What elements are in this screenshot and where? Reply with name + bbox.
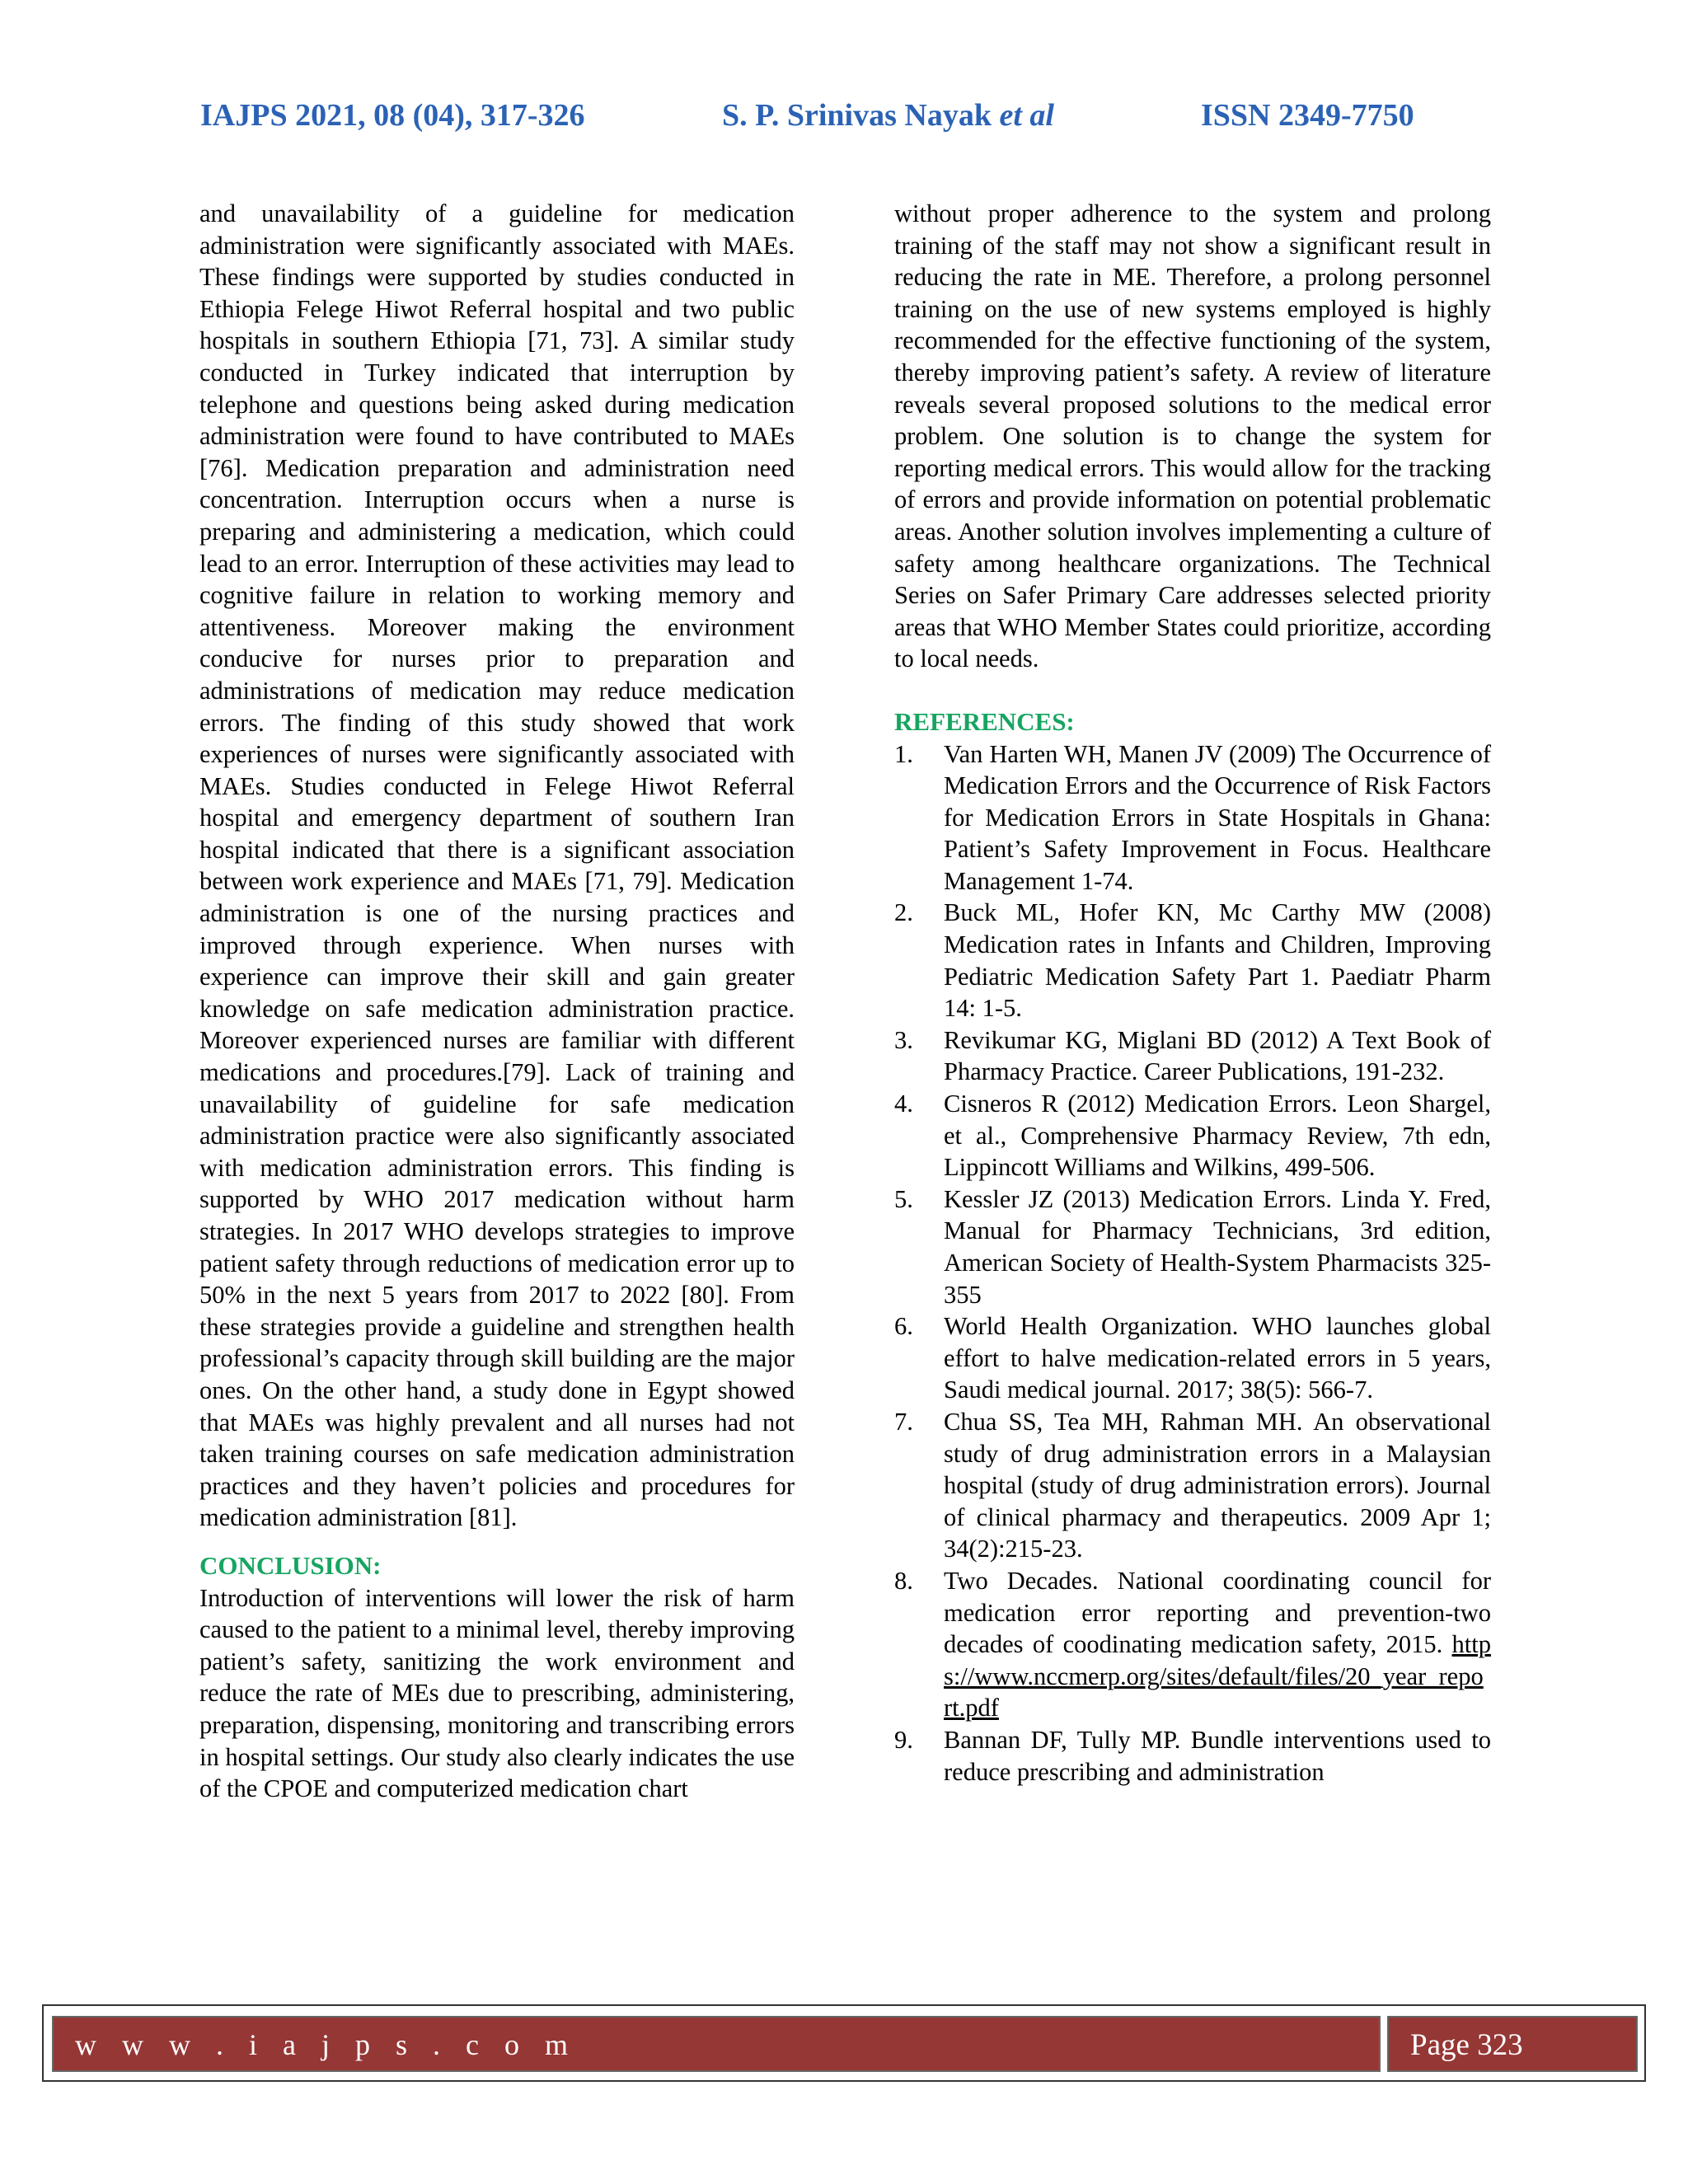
reference-number: 8.	[894, 1566, 913, 1595]
reference-text: Buck ML, Hofer KN, Mc Carthy MW (2008) Medication rates in Infants and Children, Improving Pediatric Medication Safety Part 1. Paediatr Pharm 14: 1-5.	[944, 898, 1491, 1023]
author-name: S. P. Srinivas Nayak	[722, 98, 992, 133]
reference-item	[894, 1406, 1491, 1565]
reference-list	[894, 738, 1491, 1788]
reference-text: Cisneros R (2012) Medication Errors. Leon Shargel, et al., Comprehensive Pharmacy Review, 7th edn, Lippincott Williams and Wilkins, 499-506.	[944, 1090, 1491, 1182]
reference-number: 6.	[894, 1312, 913, 1341]
reference-item	[894, 1088, 1491, 1183]
issn: ISSN 2349-7750	[1201, 98, 1414, 133]
references-heading: REFERENCES:	[894, 706, 1075, 736]
conclusion-paragraph: Introduction of interventions will lower the risk of harm caused to the patient to a minimal level, thereby improving patient’s safety, sanitizing the work environment and reduce the rate of MEs due to prescribing, administering, preparation, dispensing, monitoring and transcribing errors in hospital settings. Our study also clearly indicates the use of the CPOE and computerized medication chart	[199, 1583, 795, 1803]
reference-item	[894, 1024, 1491, 1088]
conclusion-heading: CONCLUSION:	[199, 1550, 382, 1580]
footer-website[interactable]: w w w . i a j p s . c o m	[75, 2028, 577, 2061]
reference-number: 3.	[894, 1025, 913, 1054]
footer-website-bar	[52, 2016, 1381, 2072]
author-line	[722, 97, 1054, 134]
reference-item	[894, 1183, 1491, 1310]
page-number: Page 323	[1410, 2028, 1523, 2062]
journal-citation: IAJPS 2021, 08 (04), 317-326	[200, 98, 585, 133]
reference-number: 9.	[894, 1725, 913, 1754]
right-column	[894, 198, 1491, 1788]
reference-number: 5.	[894, 1184, 913, 1213]
reference-text: Two Decades. National coordinating council for medication error reporting and prevention-two decades of coodinating medication safety, 2015.	[944, 1566, 1491, 1659]
reference-item	[894, 1310, 1491, 1406]
reference-text: Chua SS, Tea MH, Rahman MH. An observational study of drug administration errors in a Malaysian hospital (study of drug administration errors). Journal of clinical pharmacy and therapeutics. 2009 Apr 1; 34(2):215-23.	[944, 1407, 1491, 1563]
page-footer	[42, 2004, 1646, 2082]
reference-item	[894, 1565, 1491, 1724]
reference-item	[894, 738, 1491, 898]
left-column	[199, 198, 795, 1805]
reference-item	[894, 1724, 1491, 1788]
reference-number: 1.	[894, 739, 913, 768]
author-suffix: et al	[999, 98, 1054, 133]
reference-text: Kessler JZ (2013) Medication Errors. Linda Y. Fred, Manual for Pharmacy Technicians, 3rd edition, American Society of Health-System Pharmacists 325- 355	[944, 1184, 1491, 1309]
footer-page-box	[1387, 2016, 1638, 2072]
reference-text: Bannan DF, Tully MP. Bundle interventions used to reduce prescribing and administration	[944, 1725, 1491, 1786]
discussion-paragraph: and unavailability of a guideline for medication administration were significantly associated with MAEs. These findings were supported by studies conducted in Ethiopia Felege Hiwot Referral hospital and two public hospitals in southern Ethiopia [71, 73]. A similar study conducted in Turkey indicated that interruption by telephone and questions being asked during medication administration were found to have contributed to MAEs [76]. Medication preparation and administration need concentration. Interruption occurs when a nurse is preparing and administering a medication, which could lead to an error. Interruption of these activities may lead to cognitive failure in relation to working memory and attentiveness. Moreover making the environment conducive for nurses prior to preparation and administrations of medication may reduce medication errors. The finding of this study showed that work experiences of nurses were significantly associated with MAEs. Studies conducted in Felege Hiwot Referral hospital and emergency department of southern Iran hospital indicated that there is a significant association between work experience and MAEs [71, 79]. Medication administration is one of the nursing practices and improved through experience. When nurses with experience can improve their skill and gain greater knowledge on safe medication administration practice. Moreover experienced nurses are familiar with different medications and procedures.[79]. Lack of training and unavailability of guideline for safe medication administration practice were also significantly associated with medication administration errors. This finding is supported by WHO 2017 medication without harm strategies. In 2017 WHO develops strategies to improve patient safety through reductions of medication error up to 50% in the next 5 years from 2017 to 2022 [80]. From these strategies provide a guideline and strengthen health professional’s capacity through skill building are the major ones. On the other hand, a study done in Egypt showed that MAEs was highly prevalent and all nurses had not taken training courses on safe medication administration practices and they haven’t policies and procedures for medication administration [81].	[199, 199, 795, 1532]
reference-text: Van Harten WH, Manen JV (2009) The Occurrence of Medication Errors and the Occurrence of Risk Factors for Medication Errors in State Hospitals in Ghana: Patient’s Safety Improvement in Focus. Healthcare Management 1-74.	[944, 739, 1491, 895]
conclusion-continued-paragraph: without proper adherence to the system and prolong training of the staff may not show a significant result in reducing the rate in ME. Therefore, a prolong personnel training on the use of new systems employed is highly recommended for the effective functioning of the system, thereby improving patient’s safety. A review of literature reveals several proposed solutions to the medical error problem. One solution is to change the system for reporting medical errors. This would allow for the tracking of errors and provide information on potential problematic areas. Another solution involves implementing a culture of safety among healthcare organizations. The Technical Series on Safer Primary Care addresses selected priority areas that WHO Member States could prioritize, according to local needs.	[894, 199, 1491, 673]
reference-text: Revikumar KG, Miglani BD (2012) A Text Book of Pharmacy Practice. Career Publications, 191-232.	[944, 1025, 1491, 1086]
reference-item	[894, 897, 1491, 1024]
running-header	[0, 97, 1688, 143]
reference-number: 7.	[894, 1407, 913, 1436]
reference-link[interactable]: https://www.nccmerp.org/sites/default/files/20_year_report.pdf	[944, 1630, 1491, 1722]
reference-text: World Health Organization. WHO launches global effort to halve medication-related errors in 5 years, Saudi medical journal. 2017; 38(5): 566-7.	[944, 1312, 1491, 1404]
reference-number: 2.	[894, 898, 913, 927]
reference-number: 4.	[894, 1090, 913, 1118]
